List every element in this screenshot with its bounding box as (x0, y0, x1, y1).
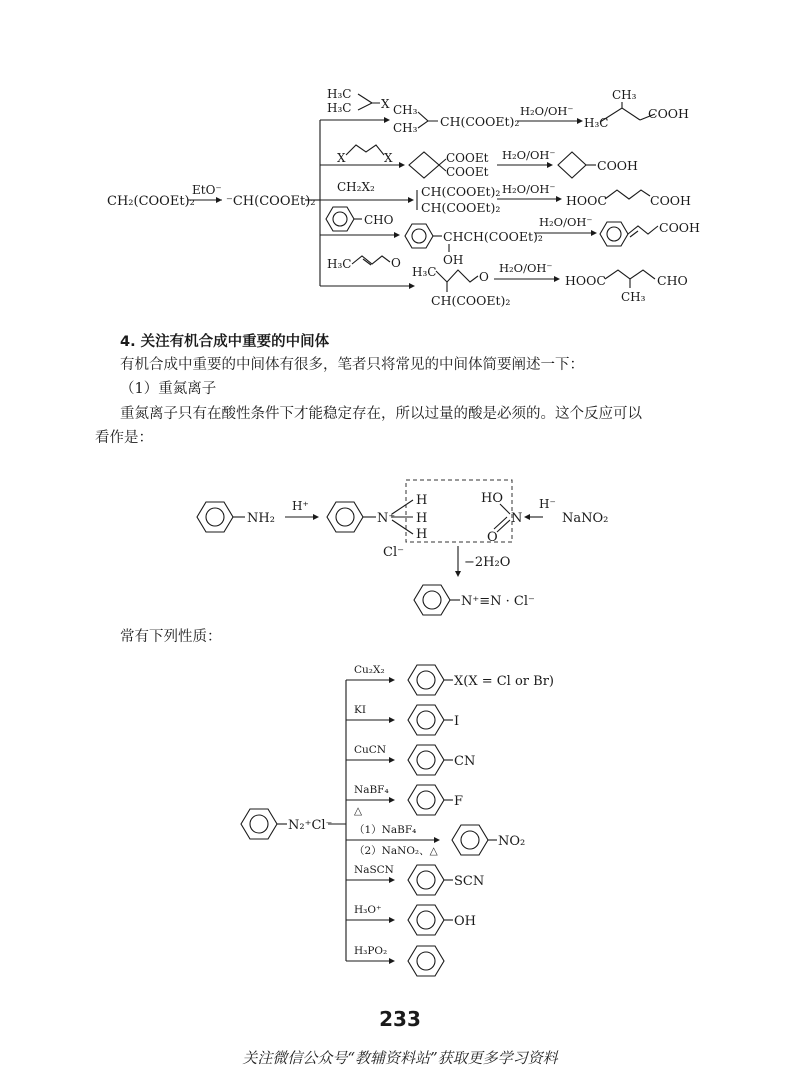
benzene-ring (408, 785, 444, 815)
n-plus: N⁺ (377, 511, 396, 526)
r5-o2: O (479, 270, 489, 284)
r1-final-h3c: H₃C (584, 116, 609, 130)
reaction-branch (346, 784, 463, 817)
n-nitrite: N (511, 511, 523, 526)
arrow-head (389, 757, 395, 763)
branch-reagent: NaSCN (354, 864, 394, 876)
benzene-ring (600, 222, 628, 246)
r2-ester1: COOEt (446, 151, 489, 165)
reaction-branch (346, 945, 444, 976)
branch-reagent: CuCN (354, 744, 387, 756)
benzene-ring (408, 705, 444, 735)
r4-reagent-cho: CHO (364, 213, 394, 227)
r2-hydrolysis: H₂O/OH⁻ (502, 148, 556, 162)
reaction-branch (346, 704, 459, 735)
branch-reagent: KI (354, 704, 366, 716)
branch-reagent: NaBF₄ (354, 784, 389, 796)
r2-ester2: COOEt (446, 165, 489, 179)
r1-final-cooh: COOH (648, 106, 689, 121)
benzene-ring (408, 665, 444, 695)
benzene-ring (408, 745, 444, 775)
branch-reagent: H₃O⁺ (354, 904, 382, 916)
benzene-ring (326, 207, 354, 231)
arrow-head (389, 677, 395, 683)
branch-product: OH (454, 914, 476, 929)
r1-product-ch3-a: CH₃ (393, 103, 418, 117)
r3-prod1: CH(COOEt)₂ (421, 184, 501, 199)
chloride: Cl⁻ (383, 545, 404, 560)
r5-final-cho: CHO (657, 273, 688, 288)
h3: H (416, 527, 428, 542)
r1-reagent-h3c-a: H₃C (327, 87, 352, 101)
branch-reagent: Cu₂X₂ (354, 664, 385, 676)
r3-reagent: CH₂X₂ (337, 180, 375, 194)
r1-product-malonate: CH(COOEt)₂ (440, 114, 520, 129)
branch-product: I (454, 714, 460, 729)
r5-reagent-h3c: H₃C (327, 257, 352, 271)
sodium-nitrite: NaNO₂ (562, 511, 609, 526)
branch-product: F (454, 794, 464, 809)
h1: H (416, 493, 428, 508)
arrow-head (216, 197, 222, 203)
reaction-branch (346, 824, 525, 857)
r4-hydrolysis: H₂O/OH⁻ (539, 215, 593, 229)
branch-product: CN (454, 754, 476, 769)
subsection-title: （1）重氮离子 (120, 381, 217, 397)
h-minus: H⁻ (539, 497, 556, 511)
arrow-head (434, 837, 440, 843)
r3-hydrolysis: H₂O/OH⁻ (502, 182, 556, 196)
r4-final-cooh: COOH (659, 220, 700, 235)
branch-product: SCN (454, 874, 485, 889)
cyclobutane-ring (409, 152, 439, 178)
reaction-branch (346, 904, 476, 935)
properties-label: 常有下列性质： (120, 629, 222, 645)
benzene-ring (452, 825, 488, 855)
r2-x2: X (384, 151, 393, 165)
branch-product: NO₂ (498, 834, 526, 849)
r3-final-cooh: COOH (650, 193, 691, 208)
r2-final-cooh: COOH (597, 158, 638, 173)
reaction-branch (346, 664, 554, 695)
cyclobutane-ring-2 (558, 152, 586, 178)
diazonium-salt: N⁺≡N · Cl⁻ (461, 594, 535, 609)
section-heading: 4. 关注有机合成中重要的中间体 (120, 334, 330, 350)
r3-final-hooc: HOOC (566, 193, 607, 208)
r2-x1: X (337, 151, 346, 165)
r1-hydrolysis: H₂O/OH⁻ (520, 104, 574, 118)
r5-final-ch3: CH₃ (621, 290, 646, 304)
paragraph-line: 重氮离子只有在酸性条件下才能稳定存在，所以过量的酸是必须的。这个反应可以 (120, 406, 642, 422)
page-number: 233 (379, 1007, 421, 1031)
diazonium-reactions-scheme (0, 650, 800, 1000)
diazonium-start: N₂⁺Cl⁻ (288, 818, 333, 833)
base-label: EtO⁻ (192, 183, 222, 197)
branch-reagent: H₃PO₂ (354, 945, 388, 957)
ho-group: HO (481, 491, 503, 506)
nh2-group: NH₂ (247, 511, 275, 526)
minus-water: −2H₂O (464, 555, 511, 570)
branch-product: X(X = Cl or Br) (454, 674, 554, 689)
r3-prod2: CH(COOEt)₂ (421, 200, 501, 215)
diazotization-scheme (0, 470, 800, 630)
benzene-ring (414, 585, 450, 615)
r4-oh: OH (443, 253, 464, 267)
reaction-branch (346, 864, 484, 895)
branch-reagent-2: （2）NaNO₂、△ (354, 845, 438, 857)
benzene-ring (408, 865, 444, 895)
r5-product: CH(COOEt)₂ (431, 293, 511, 308)
malonic-ester-scheme (0, 0, 800, 320)
arrow-head (389, 958, 395, 964)
r5-hydrolysis: H₂O/OH⁻ (499, 261, 553, 275)
branch-reagent-2: △ (354, 805, 363, 817)
r1-product-ch3-b: CH₃ (393, 121, 418, 135)
malonate-anion: ⁻CH(COOEt)₂ (226, 194, 316, 209)
benzene-ring (241, 809, 277, 839)
reaction-branch (346, 744, 475, 775)
branch-reagent: （1）NaBF₄ (354, 824, 417, 836)
reactant-malonate: CH₂(COOEt)₂ (107, 194, 195, 209)
r1-final-ch3: CH₃ (612, 88, 637, 102)
arrow-head (389, 917, 395, 923)
paragraph-line: 看作是： (95, 430, 153, 446)
benzene-ring (197, 502, 233, 532)
r5-final-hooc: HOOC (565, 273, 606, 288)
benzene-ring (405, 224, 433, 248)
benzene-ring (408, 946, 444, 976)
arrow-head (389, 877, 395, 883)
benzene-ring (327, 502, 363, 532)
arrow-head (389, 717, 395, 723)
acid-label: H⁺ (292, 499, 309, 513)
section-intro: 有机合成中重要的中间体有很多，笔者只将常见的中间体简要阐述一下： (120, 357, 584, 373)
r1-reagent-h3c-b: H₃C (327, 101, 352, 115)
footer-note: 关注微信公众号“教辅资料站”获取更多学习资料 (242, 1049, 558, 1067)
h2: H (416, 511, 428, 526)
r1-reagent-x: X (381, 97, 390, 111)
arrow-head (389, 797, 395, 803)
r4-product: CHCH(COOEt)₂ (443, 229, 543, 244)
r5-o: O (391, 256, 401, 270)
r5-h3c: H₃C (412, 265, 437, 279)
o-atom: O (487, 530, 498, 545)
benzene-ring (408, 905, 444, 935)
